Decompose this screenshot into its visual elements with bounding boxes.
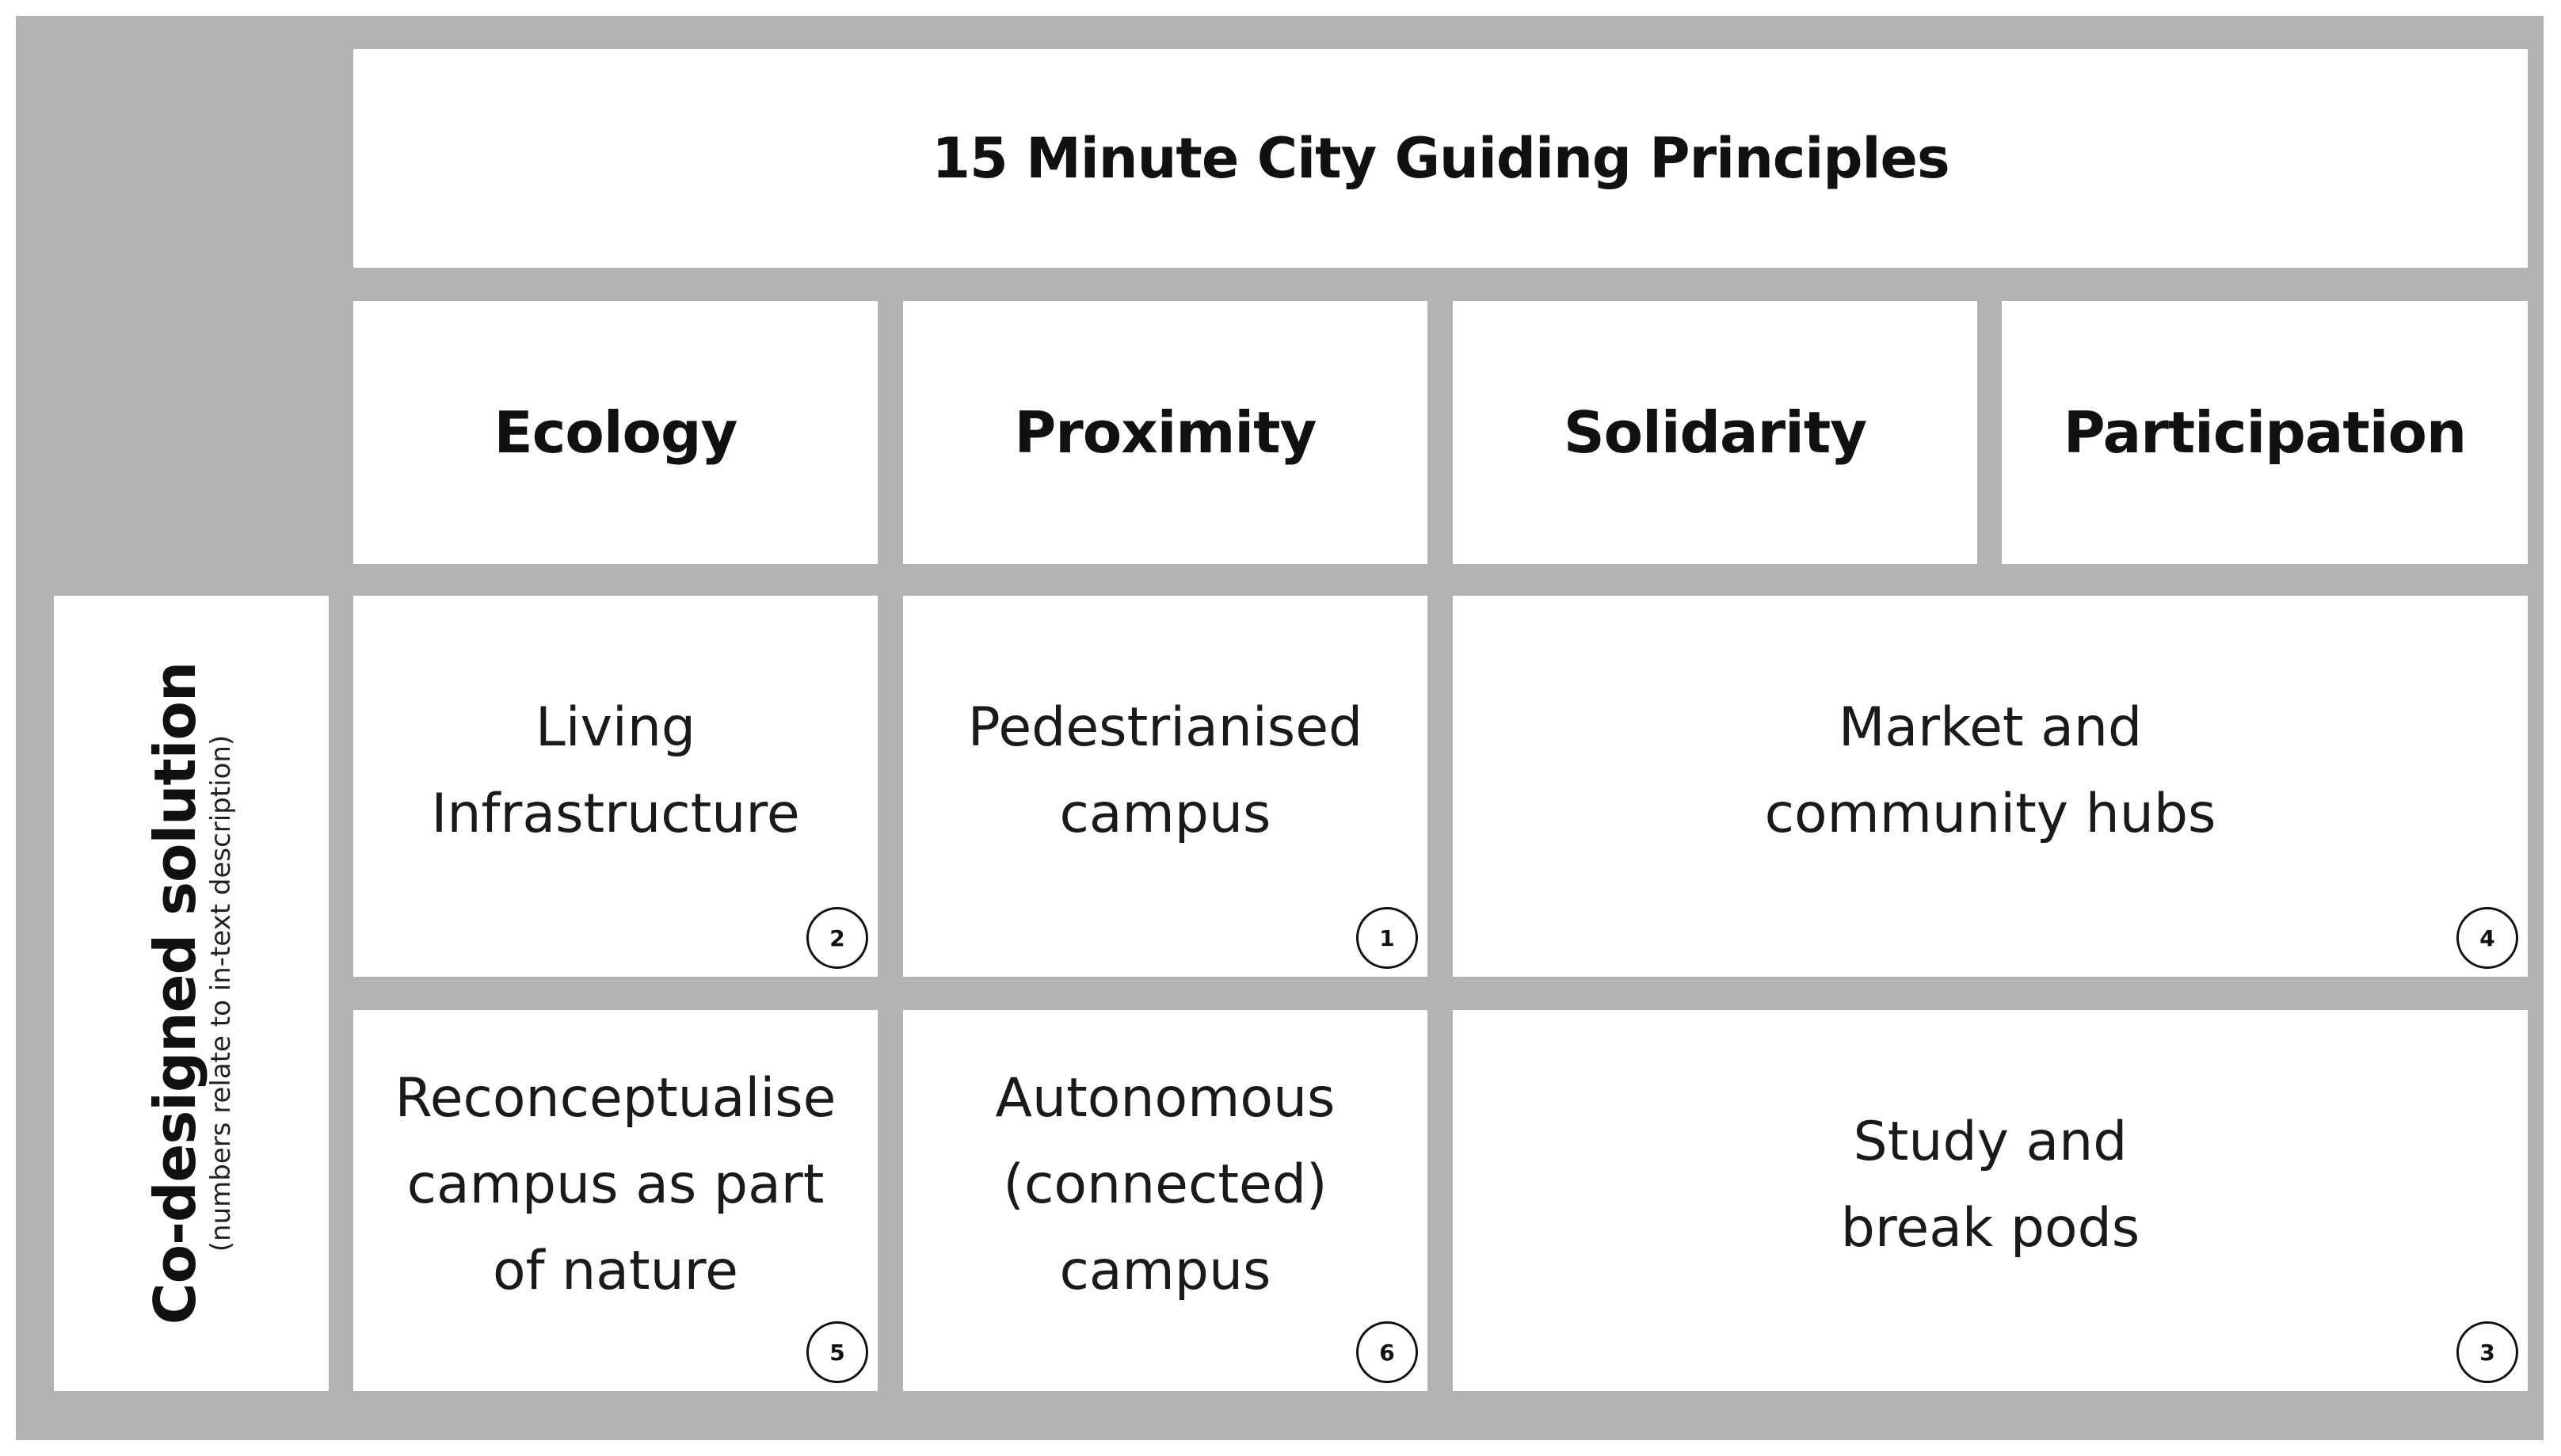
solution-text: Autonomous (connected) campus (995, 1067, 1336, 1302)
solution-number-badge: 2 (806, 907, 868, 969)
row-label-sub: (numbers relate to in-text description) (204, 734, 237, 1252)
principle-header-ecology (353, 301, 878, 564)
solution-number-badge: 3 (2456, 1321, 2518, 1383)
solution-number-badge: 6 (1356, 1321, 1418, 1383)
solution-cell-market-community-hubs (1453, 596, 2528, 977)
principle-label: Participation (2063, 399, 2467, 466)
solution-text: Living Infrastructure (431, 696, 800, 845)
solution-cell-study-break-pods (1453, 1010, 2528, 1391)
principle-label: Solidarity (1563, 399, 1867, 466)
solution-number-badge: 1 (1356, 907, 1418, 969)
solution-number-badge: 5 (806, 1321, 868, 1383)
row-label-cell (54, 596, 329, 1391)
row-label-main: Co-designed solution (141, 661, 208, 1325)
diagram-title: 15 Minute City Guiding Principles (932, 126, 1949, 191)
principle-header-participation (2002, 301, 2528, 564)
principle-header-solidarity (1453, 301, 1977, 564)
principle-label: Proximity (1014, 399, 1317, 466)
solution-text: Reconceptualise campus as part of nature (394, 1067, 837, 1302)
solution-cell-reconceptualise-campus (353, 1010, 878, 1391)
solution-cell-autonomous-campus (903, 1010, 1427, 1391)
solution-text: Market and community hubs (1764, 696, 2216, 845)
solution-cell-pedestrianised-campus (903, 596, 1427, 977)
principle-label: Ecology (494, 399, 737, 466)
solution-text: Study and break pods (1840, 1110, 2140, 1260)
solution-text: Pedestrianised campus (967, 696, 1363, 845)
solution-number-badge: 4 (2456, 907, 2518, 969)
principle-header-proximity (903, 301, 1427, 564)
solution-cell-living-infrastructure (353, 596, 878, 977)
title-cell (353, 49, 2528, 268)
